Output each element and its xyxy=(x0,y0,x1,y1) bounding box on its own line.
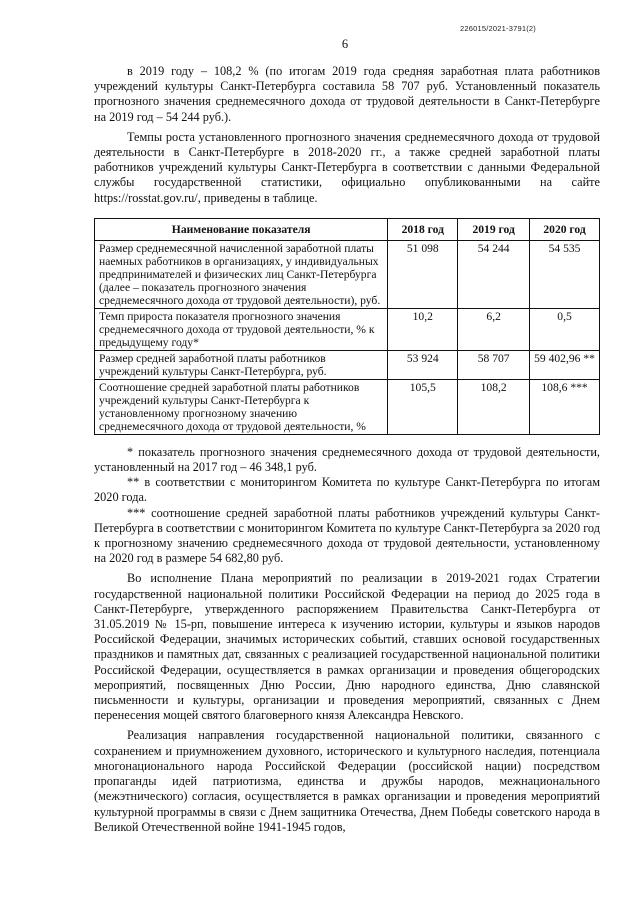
table-row xyxy=(95,240,600,308)
cell-2018: 10,2 xyxy=(388,308,458,350)
table-row xyxy=(95,350,600,379)
paragraph-growth-rates: Темпы роста установленного прогнозного значения среднемесячного дохода от трудовой деятельности в Санкт-Петербурге в 2018-2020 гг., а также средней заработной платы работников учреждений культуры Санкт-Петербурга в соответствии с данными Федеральной службы государственной статистики, официально опубликованными на сайте https://rosstat.gov.ru/, приведены в таблице. xyxy=(94,129,600,205)
row-name: Соотношение средней заработной платы работников учреждений культуры Санкт-Петербурга к установленному прогнозному значению среднемесячного дохода от трудовой деятельности, % xyxy=(95,379,388,434)
cell-2018: 53 924 xyxy=(388,350,458,379)
paragraph-national-policy: Реализация направления государственной национальной политики, связанного с сохранением и приумножением духовного, исторического и культурного наследия, потенциала многонационального народа Российской Федерации (российской нации) посредством пропаганды идей патриотизма, единства и дружбы народов, межнационального (межэтнического) согласия, осуществляется в рамках организации и проведения мероприятий культурной программы в связи с Днем защитника Отечества, Днем Победы советского народа в Великой Отечественной войне 1941-1945 годов, xyxy=(94,728,600,834)
header-2019: 2019 год xyxy=(458,218,530,240)
row-name: Размер средней заработной платы работников учреждений культуры Санкт-Петербурга, руб. xyxy=(95,350,388,379)
cell-2020: 0,5 xyxy=(530,308,600,350)
footnote-triple-asterisk: *** соотношение средней заработной платы работников учреждений культуры Санкт-Петербурга в соответствии с мониторингом Комитета по культуре Санкт-Петербурга за 2020 год к прогнозному значению среднемесячного дохода от трудовой деятельности, установленному на 2020 год в размере 54 682,80 руб. xyxy=(94,505,600,566)
header-2018: 2018 год xyxy=(388,218,458,240)
page-number: 6 xyxy=(341,37,349,51)
table-row xyxy=(95,308,600,350)
table-row xyxy=(95,379,600,434)
cell-2019: 6,2 xyxy=(458,308,530,350)
table-header-row xyxy=(95,218,600,240)
footnote-single-asterisk: * показатель прогнозного значения среднемесячного дохода от трудовой деятельности, установленный на 2017 год – 46 348,1 руб. xyxy=(94,444,600,475)
indicators-table xyxy=(94,218,600,435)
paragraph-plan-execution: Во исполнение Плана мероприятий по реализации в 2019-2021 годах Стратегии государственной национальной политики Российской Федерации на период до 2025 года в Санкт-Петербурге, утвержденного распоряжением Правительства Санкт-Петербурга от 31.05.2019 № 15-рп, повышение интереса к изучению истории, культуры и языков народов Российской Федерации, значимых исторических событий, ставших основой государственных праздников и памятных дат, связанных с реализацией государственной национальной политики Российской Федерации, осуществляется в рамках организации и проведения общегородских мероприятий, посвященных Дню России, Дню народного единства, Дню славянской письменности и культуры, организации и проведения мероприятий, связанных с Днем перенесения мощей святого благоверного князя Александра Невского. xyxy=(94,571,600,723)
cell-2020: 108,6 *** xyxy=(530,379,600,434)
header-indicator-name: Наименование показателя xyxy=(95,218,388,240)
cell-2019: 54 244 xyxy=(458,240,530,308)
document-body xyxy=(94,64,600,835)
header-2020: 2020 год xyxy=(530,218,600,240)
cell-2020: 59 402,96 ** xyxy=(530,350,600,379)
paragraph-continuation: в 2019 году – 108,2 % (по итогам 2019 года средняя заработная плата работников учреждений культуры Санкт-Петербурга составила 58 707 руб. Установленный показатель прогнозного значения среднемесячного дохода от трудовой деятельности в Санкт-Петербурге на 2019 год – 54 244 руб.). xyxy=(94,64,600,124)
cell-2019: 58 707 xyxy=(458,350,530,379)
cell-2020: 54 535 xyxy=(530,240,600,308)
row-name: Темп прироста показателя прогнозного значения среднемесячного дохода от трудовой деятельности, % к предыдущему году* xyxy=(95,308,388,350)
footnote-double-asterisk: ** в соответствии с мониторингом Комитета по культуре Санкт-Петербурга по итогам 2020 года. xyxy=(94,475,600,505)
cell-2018: 105,5 xyxy=(388,379,458,434)
row-name: Размер среднемесячной начисленной заработной платы наемных работников в организациях, у индивидуальных предпринимателей и физических лиц Санкт-Петербурга (далее – показатель прогнозного значения среднемесячного дохода от трудовой деятельности), руб. xyxy=(95,240,388,308)
document-number: 226015/2021-3791(2) xyxy=(460,24,536,33)
cell-2019: 108,2 xyxy=(458,379,530,434)
cell-2018: 51 098 xyxy=(388,240,458,308)
